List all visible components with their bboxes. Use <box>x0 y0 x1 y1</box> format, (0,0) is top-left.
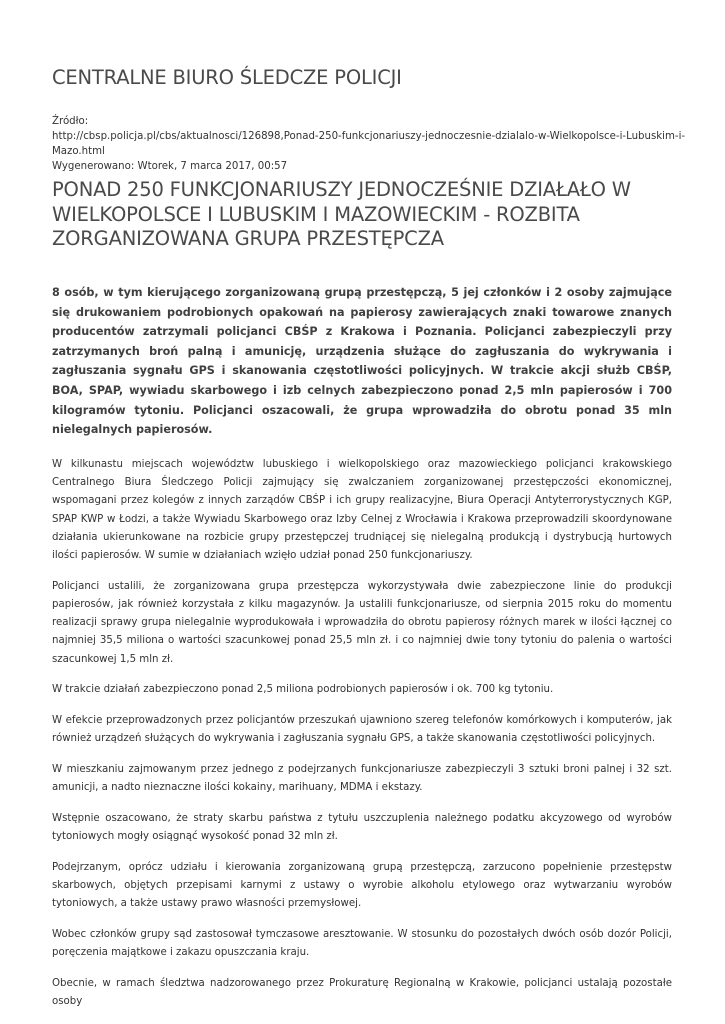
body-paragraph: Podejrzanym, oprócz udziału i kierowania zorganizowaną grupą przestępczą, zarzucono popełnienie przestępstw skarbowych, objętych przepisami karnymi z ustawy o wyrobie alkoholu etylowego oraz wytwarzaniu wyrobów tytoniowych, a także ustawy prawo własności przemysłowej. <box>52 861 672 910</box>
body-paragraph: W efekcie przeprowadzonych przez policjantów przeszukań ujawniono szereg telefonów komórkowych i komputerów, jak również urządzeń służących do wykrywania i zagłuszania sygnału GPS, a także skanowania częstotliwości policyjnych. <box>52 714 672 745</box>
body-paragraph: Policjanci ustalili, że zorganizowana grupa przestępcza wykorzystywała dwie zabezpieczone linie do produkcji papierosów, jak również korzystała z kilku magazynów. Ja ustalili funkcjonariusze, od sierpnia 2015 roku do momentu realizacji sprawy grupa nielegalnie wyprodukowała i wprowadziła do obrotu papierosy różnych marek w ilości łącznej co najmniej 35,5 miliona o wartości szacunkowej ponad 25,5 mln zł. i co najmniej dwie tony tytoniu do palenia o wartości szacunkowej 1,5 mln zł. <box>52 580 672 665</box>
article-lead: 8 osób, w tym kierującego zorganizowaną grupą przestępczą, 5 jej członków i 2 osoby zajmujące się drukowaniem podrobionych opakowań na papierosy zawierających znaki towarowe znanych producentów zatrzymali policjanci CBŚP z Krakowa i Poznania. Policjanci zabezpieczyli przy zatrzymanych broń palną i amunicję, urządzenia służące do zagłuszania do wykrywania i zagłuszania sygnału GPS i skanowania częstotliwości policyjnych. W trakcie akcji służb CBŚP, BOA, SPAP, wywiadu skarbowego i izb celnych zabezpieczono ponad 2,5 mln papierosów i 700 kilogramów tytoniu. Policjanci oszacowali, że grupa wprowadziła do obrotu ponad 35 mln nielegalnych papierosów. <box>52 286 672 437</box>
body-paragraph: Wobec członków grupy sąd zastosował tymczasowe aresztowanie. W stosunku do pozostałych dwóch osób dozór Policji, poręczenia majątkowe i zakazu opuszczania kraju. <box>52 928 672 958</box>
body-paragraph: W trakcie działań zabezpieczono ponad 2,5 miliona podrobionych papierosów i ok. 700 kg tytoniu. <box>52 684 554 696</box>
body-paragraph: W mieszkaniu zajmowanym przez jednego z podejrzanych funkcjonariusze zabezpieczyli 3 sztuki broni palnej i 32 szt. amunicji, a nadto nieznaczne ilości kokainy, marihuany, MDMA i ekstazy. <box>52 763 672 794</box>
body-paragraph: Wstępnie oszacowano, że straty skarbu państwa z tytułu uszczuplenia należnego podatku akcyzowego od wyrobów tytoniowych mogły osiągnąć wysokość ponad 32 mln zł. <box>52 812 672 842</box>
body-paragraph: Obecnie, w ramach śledztwa nadzorowanego przez Prokuraturę Regionalną w Krakowie, policjanci ustalają pozostałe osoby <box>52 977 672 1007</box>
body-paragraph: W kilkunastu miejscach województw lubuskiego i wielkopolskiego oraz mazowieckiego policjanci krakowskiego Centralnego Biura Śledczego Policji zajmujący się zwalczaniem zorganizowanej przestępczości ekonomicznej, wspomagani przez kolegów z innych zarządów CBŚP i ich grupy realizacyjne, Biura Operacji Antyterrorystycznych KGP, SPAP KWP w Łodzi, a także Wywiadu Skarbowego oraz Izby Celnej z Wrocławia i Krakowa przeprowadzili skoordynowane działania ukierunkowane na rozbicie grupy przestępczej trudniącej się nielegalną produkcją i dystrybucją hurtowych ilości papierosów. W sumie w działaniach wzięło udział ponad 250 funkcjonariuszy. <box>52 459 672 562</box>
generated-timestamp: Wygenerowano: Wtorek, 7 marca 2017, 00:57 <box>52 161 288 172</box>
site-title: CENTRALNE BIURO ŚLEDCZE POLICJI <box>52 66 402 89</box>
source-url-line-2[interactable]: Mazo.html <box>52 146 105 157</box>
source-url-line-1[interactable]: http://cbsp.policja.pl/cbs/aktualnosci/126898,Ponad-250-funkcjonariuszy-jednoczesnie-dzialalo-w-Wielkopolsce-i-Lubuskim-i- <box>52 131 686 142</box>
article-headline: PONAD 250 FUNKCJONARIUSZY JEDNOCZEŚNIE DZIAŁAŁO W WIELKOPOLSCE I LUBUSKIM I MAZOWIECKIM - ROZBITA ZORGANIZOWANA GRUPA PRZESTĘPCZA <box>52 178 631 250</box>
source-label: Źródło: <box>52 116 89 127</box>
source-meta <box>52 114 686 174</box>
article-body <box>52 456 672 1024</box>
